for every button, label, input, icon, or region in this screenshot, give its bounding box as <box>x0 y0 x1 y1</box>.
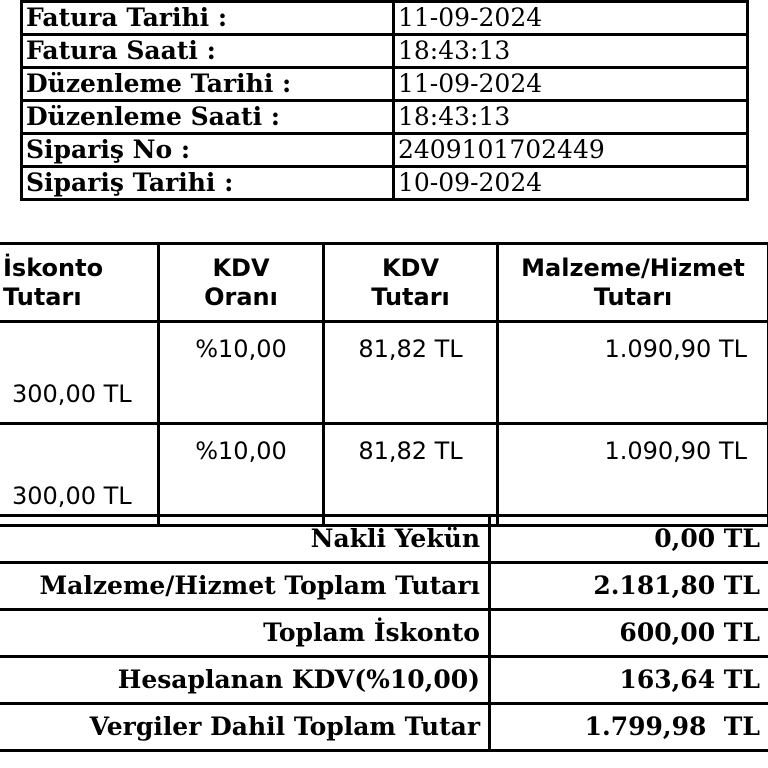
info-row-issue-time <box>22 101 748 134</box>
vat-rate-cell: %10,00 <box>159 424 324 526</box>
totals-value: 1.799,98 TL <box>490 704 768 751</box>
info-label: Fatura Tarihi : <box>22 2 394 35</box>
header-line: Oranı <box>204 282 278 311</box>
header-discount <box>0 244 159 322</box>
header-vat-amount <box>324 244 498 322</box>
totals-value: 2.181,80 TL <box>490 563 768 610</box>
info-value: 11-09-2024 <box>394 2 748 35</box>
totals-label: Nakli Yekün <box>0 516 490 563</box>
line-total-cell: 1.090,90 TL <box>498 424 768 526</box>
info-label: Sipariş No : <box>22 134 394 167</box>
discount-cell: 300,00 TL <box>0 322 159 424</box>
header-vat-rate <box>159 244 324 322</box>
header-line: Malzeme/Hizmet <box>521 253 745 282</box>
totals-value: 600,00 TL <box>490 610 768 657</box>
header-line: KDV <box>212 253 270 282</box>
header-line: İskonto <box>3 253 104 282</box>
info-label: Sipariş Tarihi : <box>22 167 394 200</box>
vat-amount-cell: 81,82 TL <box>324 322 498 424</box>
totals-table <box>0 514 768 752</box>
table-row <box>0 322 768 424</box>
header-line: Tutarı <box>3 282 82 311</box>
header-line: Tutarı <box>593 282 673 311</box>
info-value: 10-09-2024 <box>394 167 748 200</box>
vat-amount-cell: 81,82 TL <box>324 424 498 526</box>
info-label: Düzenleme Saati : <box>22 101 394 134</box>
items-header-row <box>0 244 768 322</box>
info-row-invoice-time <box>22 35 748 68</box>
table-row <box>0 424 768 526</box>
totals-row-calculated-vat <box>0 657 768 704</box>
totals-row-carried-forward <box>0 516 768 563</box>
info-value: 2409101702449 <box>394 134 748 167</box>
invoice-info-table <box>20 0 749 201</box>
info-row-order-no <box>22 134 748 167</box>
info-label: Fatura Saati : <box>22 35 394 68</box>
header-line: Tutarı <box>371 282 450 311</box>
vat-rate-cell: %10,00 <box>159 322 324 424</box>
totals-value: 0,00 TL <box>490 516 768 563</box>
line-total-cell: 1.090,90 TL <box>498 322 768 424</box>
totals-label: Vergiler Dahil Toplam Tutar <box>0 704 490 751</box>
header-line-total <box>498 244 768 322</box>
totals-label: Hesaplanan KDV(%10,00) <box>0 657 490 704</box>
discount-cell: 300,00 TL <box>0 424 159 526</box>
info-row-issue-date <box>22 68 748 101</box>
info-value: 18:43:13 <box>394 101 748 134</box>
totals-label: Toplam İskonto <box>0 610 490 657</box>
info-row-invoice-date <box>22 2 748 35</box>
info-value: 11-09-2024 <box>394 68 748 101</box>
totals-label: Malzeme/Hizmet Toplam Tutarı <box>0 563 490 610</box>
totals-row-total-discount <box>0 610 768 657</box>
info-value: 18:43:13 <box>394 35 748 68</box>
info-row-order-date <box>22 167 748 200</box>
info-label: Düzenleme Tarihi : <box>22 68 394 101</box>
line-items-table <box>0 242 768 527</box>
header-line: KDV <box>381 253 440 282</box>
totals-value: 163,64 TL <box>490 657 768 704</box>
totals-row-goods-total <box>0 563 768 610</box>
totals-row-grand-total <box>0 704 768 751</box>
